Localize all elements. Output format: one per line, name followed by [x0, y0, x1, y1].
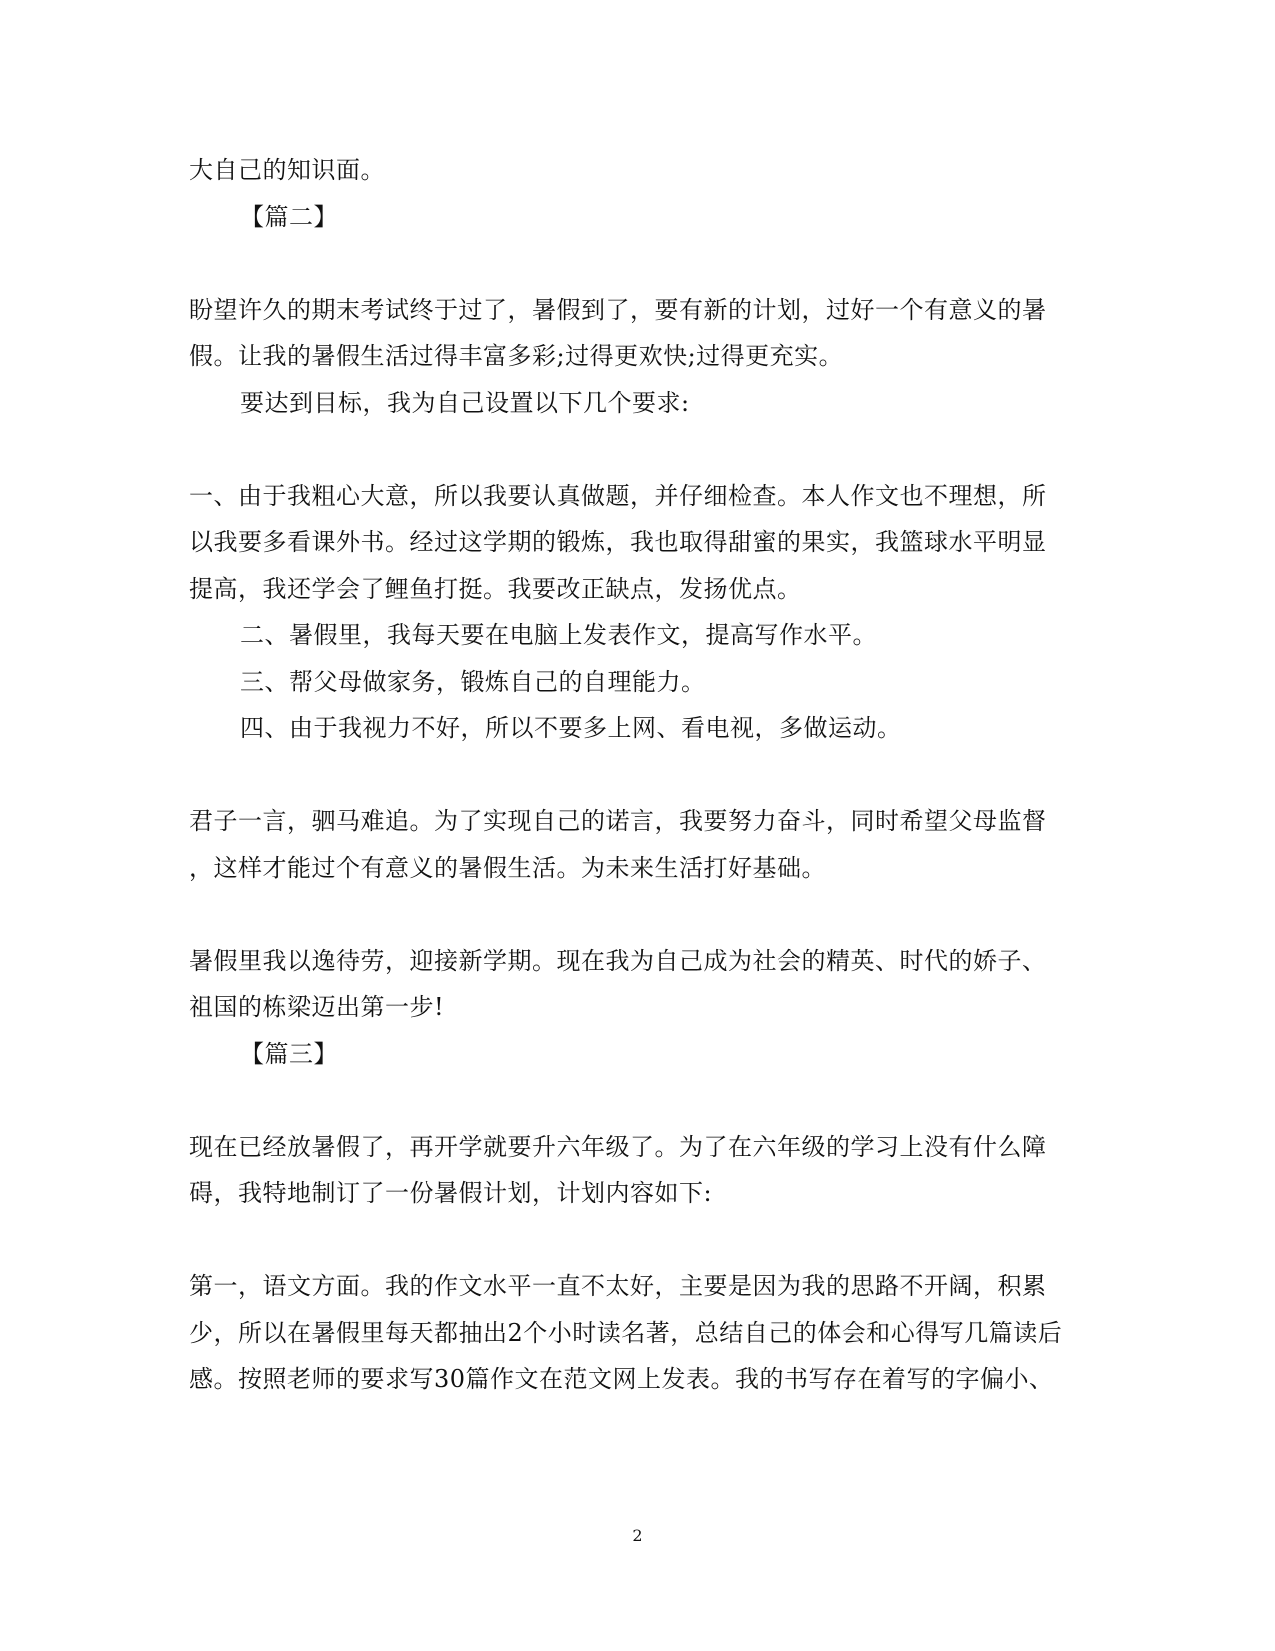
text-line: 一、由于我粗心大意，所以我要认真做题，并仔细检查。本人作文也不理想，所	[189, 482, 1047, 510]
text-line: 要达到目标，我为自己设置以下几个要求:	[240, 389, 690, 417]
text-line: 第一，语文方面。我的作文水平一直不太好，主要是因为我的思路不开阔，积累	[189, 1272, 1047, 1300]
text-line: ，这样才能过个有意义的暑假生活。为未来生活打好基础。	[189, 854, 826, 882]
text-line: 大自己的知识面。	[189, 156, 385, 184]
text-line: 碍，我特地制订了一份暑假计划，计划内容如下:	[189, 1179, 713, 1207]
text-line: 二、暑假里，我每天要在电脑上发表作文，提高写作水平。	[240, 621, 877, 649]
text-line: 现在已经放暑假了，再开学就要升六年级了。为了在六年级的学习上没有什么障	[189, 1133, 1047, 1161]
text-line: 提高，我还学会了鲤鱼打挺。我要改正缺点，发扬优点。	[189, 575, 802, 603]
section-heading: 【篇三】	[240, 1040, 338, 1068]
text-line: 三、帮父母做家务，锻炼自己的自理能力。	[240, 668, 706, 696]
text-line: 盼望许久的期末考试终于过了，暑假到了，要有新的计划，过好一个有意义的暑	[189, 296, 1047, 324]
text-line: 祖国的栋梁迈出第一步!	[189, 993, 445, 1021]
text-line: 四、由于我视力不好，所以不要多上网、看电视，多做运动。	[240, 714, 902, 742]
text-line: 以我要多看课外书。经过这学期的锻炼，我也取得甜蜜的果实，我篮球水平明显	[189, 528, 1047, 556]
page-number: 2	[632, 1526, 643, 1545]
text-line: 假。让我的暑假生活过得丰富多彩;过得更欢快;过得更充实。	[189, 342, 844, 370]
text-line: 少，所以在暑假里每天都抽出2个小时读名著，总结自己的体会和心得写几篇读后	[189, 1319, 1063, 1347]
text-line: 感。按照老师的要求写30篇作文在范文网上发表。我的书写存在着写的字偏小、	[189, 1365, 1054, 1393]
text-line: 君子一言，驷马难追。为了实现自己的诺言，我要努力奋斗，同时希望父母监督	[189, 807, 1047, 835]
section-heading: 【篇二】	[240, 203, 338, 231]
text-line: 暑假里我以逸待劳，迎接新学期。现在我为自己成为社会的精英、时代的娇子、	[189, 947, 1047, 975]
